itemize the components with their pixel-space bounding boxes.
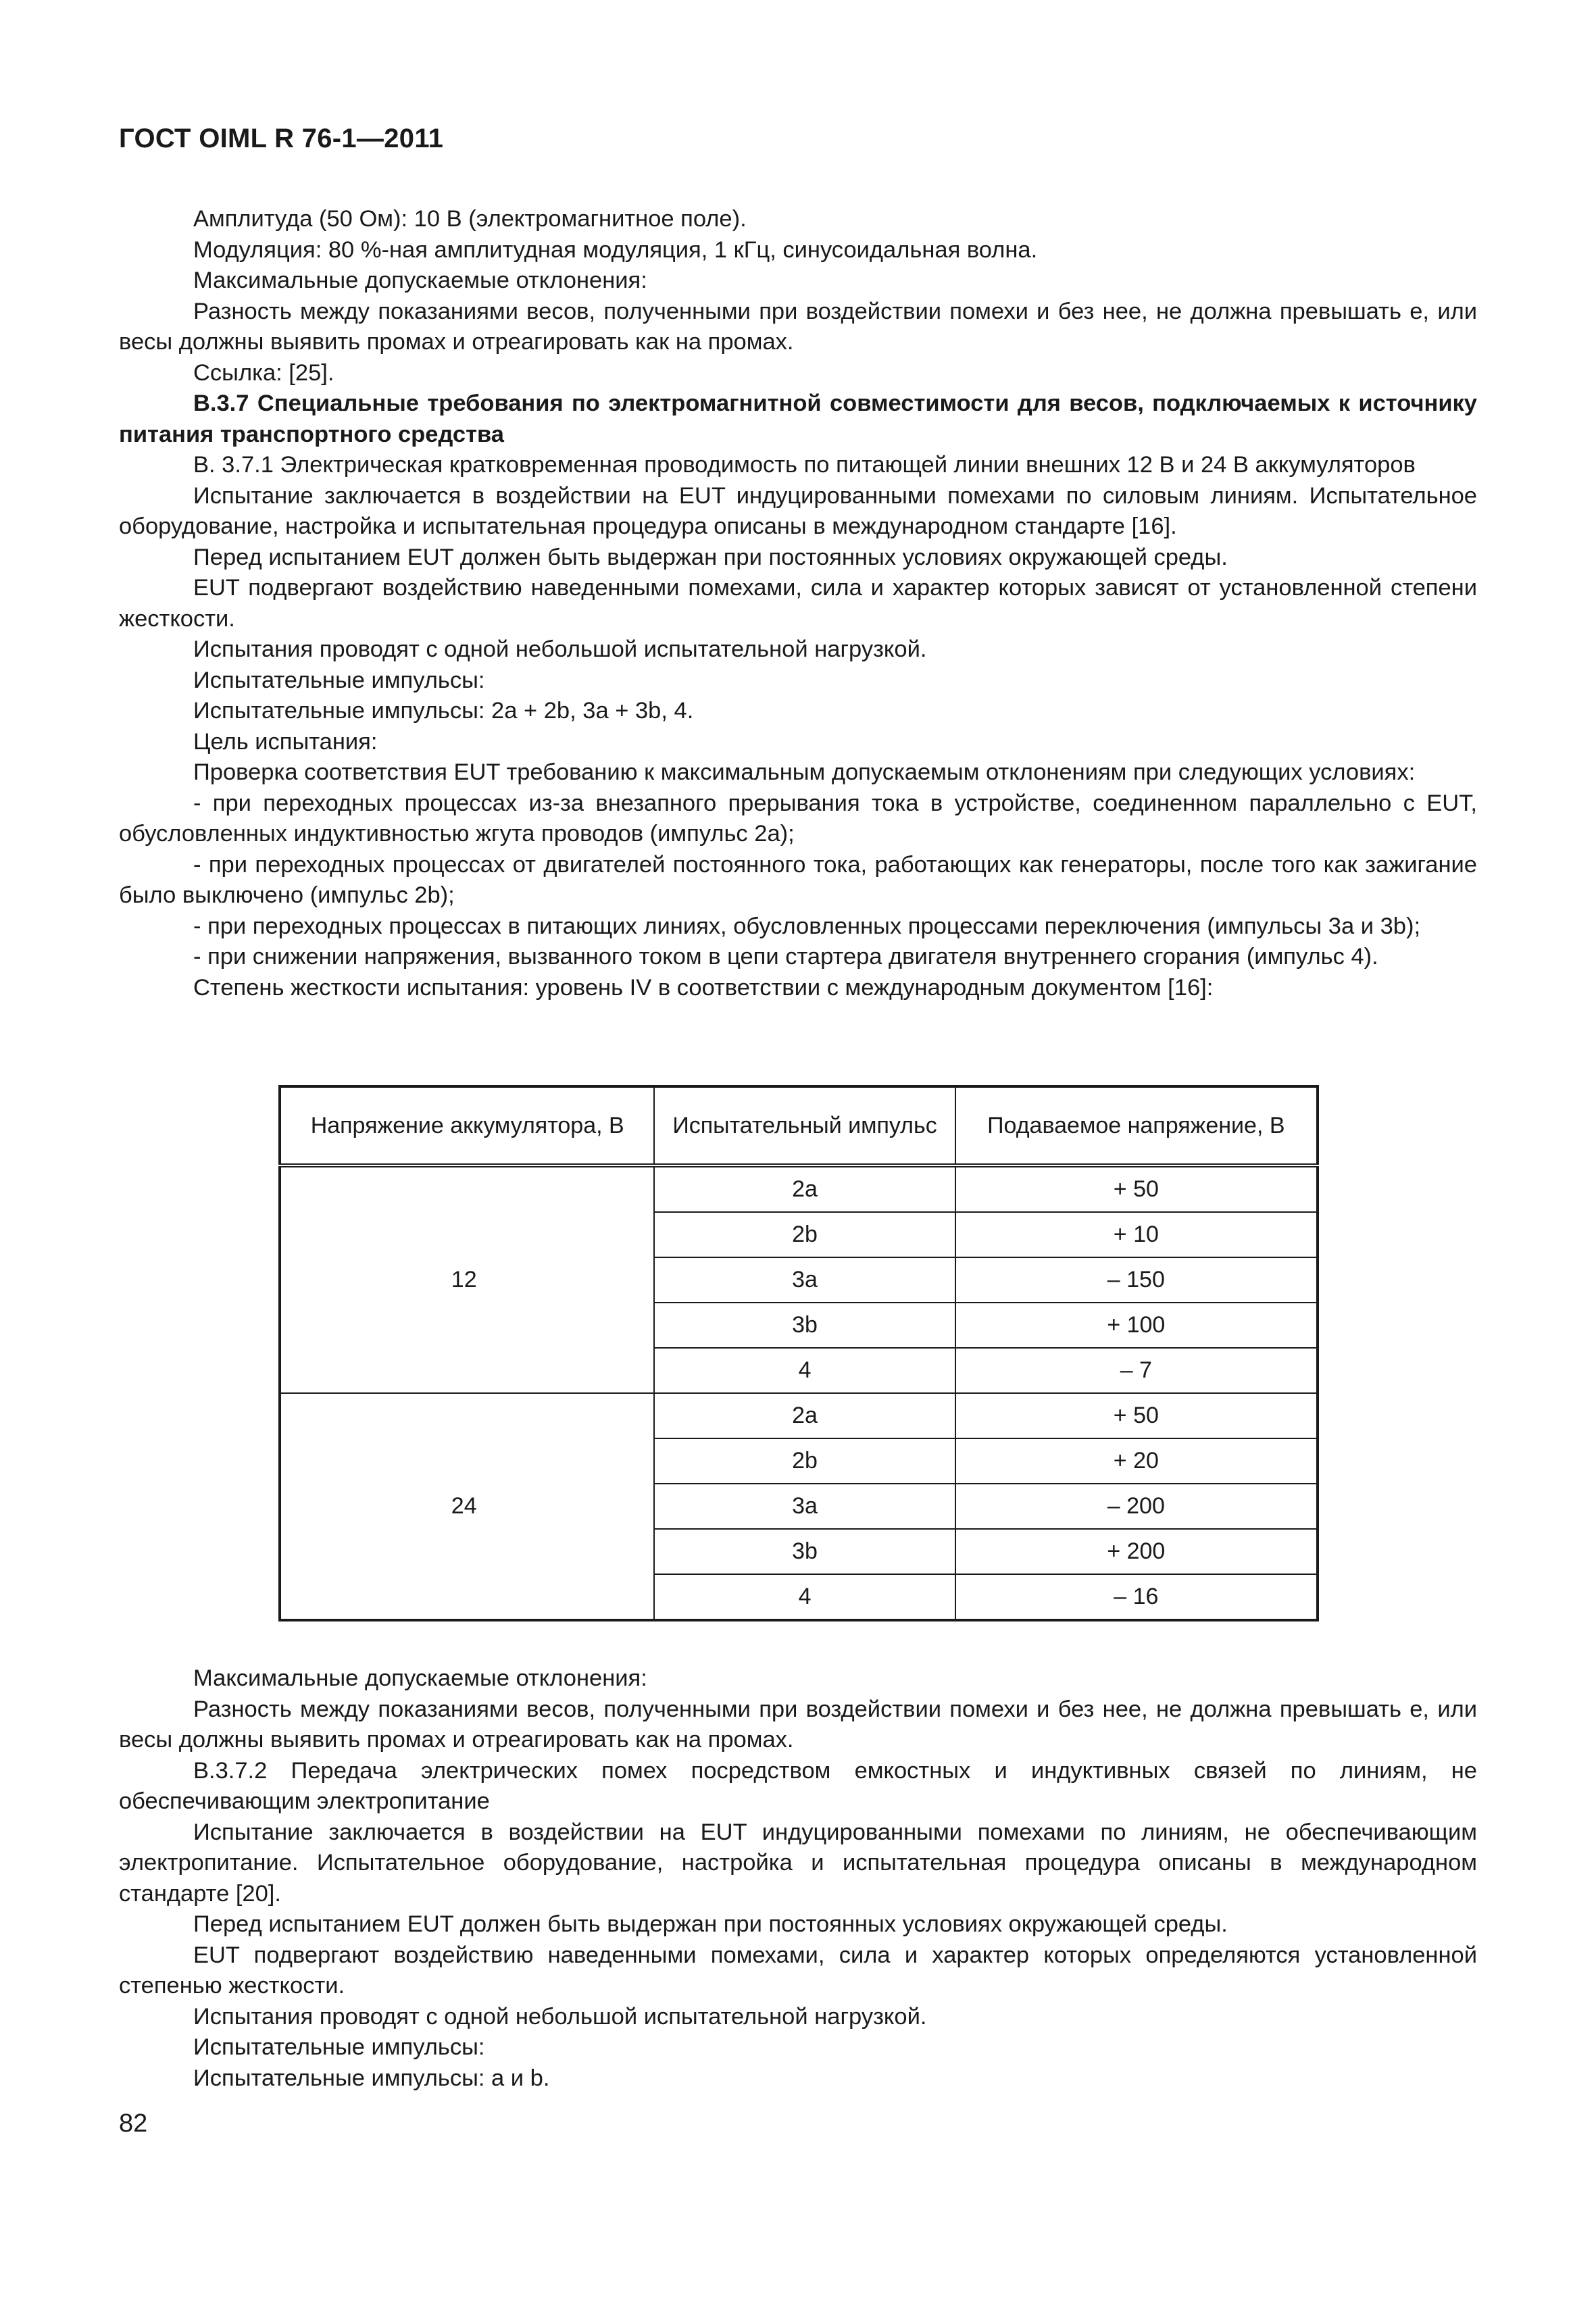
paragraph: Испытательные импульсы: 2a + 2b, 3a + 3b, 4. — [193, 698, 694, 724]
paragraph: Разность между показаниями весов, полученными при воздействии помехи и без нее, не должна превышать e, или весы должны выявить промах и отреагировать как на промах. — [119, 298, 1477, 355]
test-pulse-cell: 4 — [654, 1348, 955, 1393]
paragraph: Перед испытанием EUT должен быть выдержан при постоянных условиях окружающей среды. — [193, 544, 1228, 570]
applied-voltage-cell: + 50 — [955, 1165, 1318, 1212]
test-pulse-cell: 3b — [654, 1529, 955, 1574]
paragraph: Цель испытания: — [193, 728, 378, 755]
paragraph: - при переходных процессах в питающих линиях, обусловленных процессами переключения (импульсы 3а и 3b); — [193, 913, 1421, 939]
paragraph: В.3.7 Специальные требования по электромагнитной совместимости для весов, подключаемых к источнику питания транспортного средства — [119, 391, 1477, 447]
applied-voltage-cell: – 16 — [955, 1574, 1318, 1620]
test-pulse-cell: 2b — [654, 1212, 955, 1257]
test-pulse-cell: 2b — [654, 1438, 955, 1484]
applied-voltage-cell: + 100 — [955, 1303, 1318, 1348]
paragraph: EUT подвергают воздействию наведенными помехами, сила и характер которых зависят от установленной степени жесткости. — [119, 575, 1477, 632]
page-number: 82 — [119, 2109, 148, 2138]
paragraph: Испытательные импульсы: — [193, 667, 485, 693]
paragraph: Испытательные импульсы: a и b. — [193, 2065, 550, 2091]
paragraph: Модуляция: 80 %-ная амплитудная модуляция, 1 кГц, синусоидальная волна. — [193, 236, 1038, 263]
test-pulse-cell: 3b — [654, 1303, 955, 1348]
table-body — [280, 1165, 1318, 1620]
table-row — [280, 1393, 1318, 1438]
table-row — [280, 1165, 1318, 1212]
paragraph: Ссылка: [25]. — [193, 359, 334, 386]
applied-voltage-cell: – 150 — [955, 1257, 1318, 1303]
header-applied-voltage: Подаваемое напряжение, В — [955, 1086, 1318, 1165]
test-pulse-cell: 3a — [654, 1484, 955, 1529]
paragraph: Степень жесткости испытания: уровень IV в соответствии с международным документом [16]: — [193, 974, 1214, 1001]
document-header: ГОСТ OIML R 76-1—2011 — [119, 124, 444, 153]
paragraph: Проверка соответствия EUT требованию к максимальным допускаемым отклонениям при следующих условиях: — [193, 759, 1416, 785]
test-pulse-cell: 2a — [654, 1393, 955, 1438]
table-header-row — [280, 1086, 1318, 1165]
paragraph: В. 3.7.1 Электрическая кратковременная проводимость по питающей линии внешних 12 В и 24 В аккумуляторов — [193, 452, 1416, 478]
paragraph: Испытание заключается в воздействии на EUT индуцированными помехами по линиям, не обеспечивающим электропитание. Испытательное оборудование, настройка и испытательная процедура описаны в международном стандарте [20]. — [119, 1819, 1477, 1907]
battery-voltage-cell: 12 — [280, 1165, 654, 1393]
paragraph: Амплитуда (50 Ом): 10 В (электромагнитное поле). — [193, 206, 747, 232]
body-text-bottom — [119, 1663, 1477, 2094]
paragraph: Испытания проводят с одной небольшой испытательной нагрузкой. — [193, 2003, 927, 2030]
test-pulse-cell: 2а — [654, 1165, 955, 1212]
applied-voltage-cell: + 200 — [955, 1529, 1318, 1574]
paragraph: Перед испытанием EUT должен быть выдержан при постоянных условиях окружающей среды. — [193, 1911, 1228, 1937]
test-pulse-cell: 3a — [654, 1257, 955, 1303]
paragraph: - при переходных процессах от двигателей постоянного тока, работающих как генераторы, после того как зажигание было выключено (импульс 2b); — [119, 851, 1477, 908]
applied-voltage-cell: + 50 — [955, 1393, 1318, 1438]
header-test-pulse: Испытательный импульс — [654, 1086, 955, 1165]
paragraph: Максимальные допускаемые отклонения: — [193, 1665, 647, 1691]
pulse-voltage-table — [278, 1085, 1319, 1621]
paragraph: - при снижении напряжения, вызванного током в цепи стартера двигателя внутреннего сгорания (импульс 4). — [193, 944, 1378, 970]
applied-voltage-cell: – 200 — [955, 1484, 1318, 1529]
body-text-top — [119, 204, 1477, 1003]
paragraph: EUT подвергают воздействию наведенными помехами, сила и характер которых определяются установленной степенью жесткости. — [119, 1942, 1477, 1998]
paragraph: - при переходных процессах из-за внезапного прерывания тока в устройстве, соединенном параллельно с EUT, обусловленных индуктивностью жгута проводов (импульс 2а); — [119, 790, 1477, 847]
applied-voltage-cell: + 20 — [955, 1438, 1318, 1484]
paragraph: Испытание заключается в воздействии на EUT индуцированными помехами по силовым линиям. Испытательное оборудование, настройка и испытательная процедура описаны в международном стандарте [16]. — [119, 482, 1477, 539]
applied-voltage-cell: – 7 — [955, 1348, 1318, 1393]
battery-voltage-cell: 24 — [280, 1393, 654, 1620]
paragraph: В.3.7.2 Передача электрических помех посредством емкостных и индуктивных связей по линиям, не обеспечивающим электропитание — [119, 1757, 1477, 1814]
paragraph: Максимальные допускаемые отклонения: — [193, 268, 647, 293]
paragraph: Испытания проводят с одной небольшой испытательной нагрузкой. — [193, 636, 927, 662]
paragraph: Разность между показаниями весов, полученными при воздействии помехи и без нее, не должна превышать e, или весы должны выявить промах и отреагировать как на промах. — [119, 1696, 1477, 1753]
paragraph: Испытательные импульсы: — [193, 2034, 485, 2060]
test-pulse-cell: 4 — [654, 1574, 955, 1620]
applied-voltage-cell: + 10 — [955, 1212, 1318, 1257]
header-battery-voltage: Напряжение аккумулятора, В — [280, 1086, 654, 1165]
